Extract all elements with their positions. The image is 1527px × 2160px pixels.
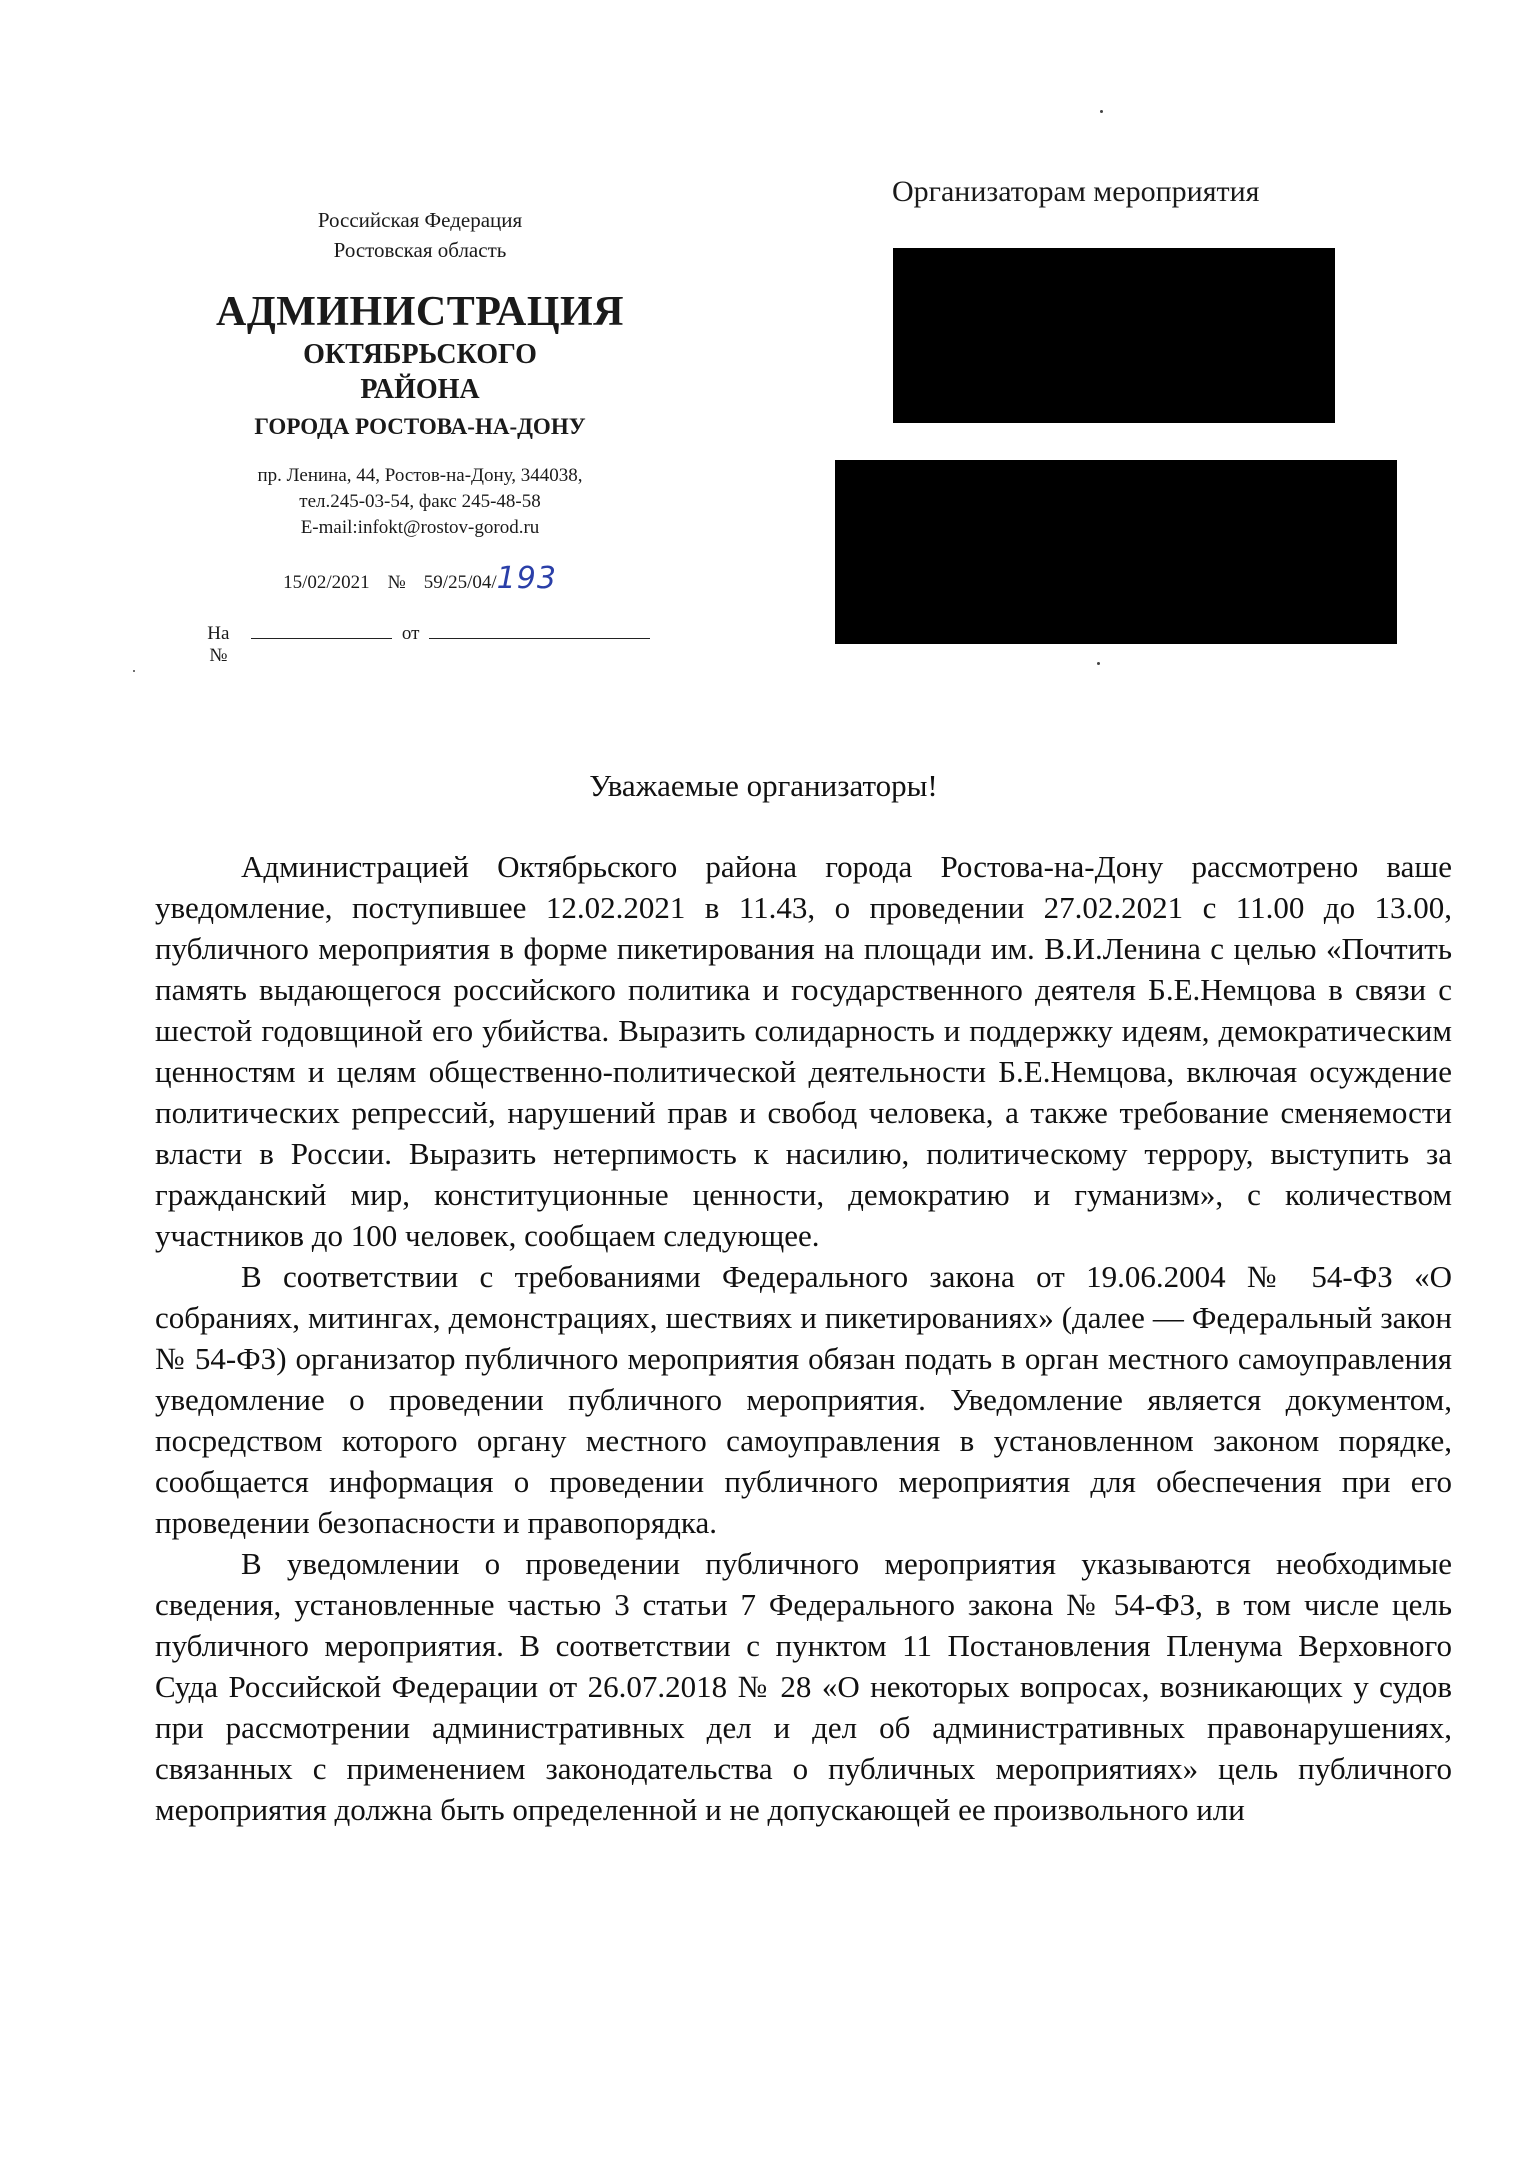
body-paragraph: В соответствии с требованиями Федерального закона от 19.06.2004 № 54-ФЗ «О собраниях, митингах, демонстрациях, шествиях и пикетированиях» (далее — Федеральный закон № 54-ФЗ) организатор публичного мероприятия обязан подать в орган местного самоуправления уведомление о проведении публичного мероприятия. Уведомление является документом, посредством которого органу местного самоуправления в установленном законом порядке, сообщается информация о проведении публичного мероприятия для обеспечения при его проведении безопасности и правопорядка. (155, 1259, 1452, 1540)
letterhead-dept-line1: ОКТЯБРЬСКОГО (303, 339, 537, 370)
redaction-block (893, 248, 1335, 423)
registration-number-group (424, 561, 557, 596)
letterhead-phones: тел.245-03-54, факс 245-48-58 (299, 491, 541, 512)
letterhead-address-block (190, 463, 650, 541)
reference-number-blank (251, 620, 392, 639)
letter-body (155, 846, 1452, 1830)
reference-from-blank (429, 620, 650, 639)
registration-date: 15/02/2021 (283, 572, 370, 593)
registration-number-handwritten: 193 (496, 561, 557, 596)
registration-number-label: № (387, 572, 406, 593)
letterhead-dept-line2: РАЙОНА (360, 374, 480, 405)
salutation: Уважаемые организаторы! (589, 768, 938, 803)
registration-number: 59/25/04/ (423, 572, 497, 593)
letterhead (190, 205, 650, 667)
redaction-block (835, 460, 1397, 644)
reference-line (190, 620, 650, 667)
letterhead-title: АДМИНИСТРАЦИЯ (215, 289, 624, 335)
letterhead-address: пр. Ленина, 44, Ростов-на-Дону, 344038, (257, 465, 583, 486)
reference-from-label: от (401, 623, 420, 644)
scan-speck (1097, 662, 1100, 665)
letterhead-region: Ростовская область (333, 238, 507, 262)
body-paragraph: В уведомлении о проведении публичного мероприятия указываются необходимые сведения, установленные частью 3 статьи 7 Федерального закона № 54-ФЗ, в том числе цель публичного мероприятия. В соответствии с пунктом 11 Постановления Пленума Верховного Суда Российской Федерации от 26.07.2018 № 28 «О некоторых вопросах, возникающих у судов при рассмотрении административных дел и дел об административных правонарушениях, связанных с применением законодательства о публичных мероприятиях» цель публичного мероприятия должна быть определенной и не допускающей ее произвольного или (155, 1546, 1452, 1827)
body-paragraph: Администрацией Октябрьского района города Ростова-на-Дону рассмотрено ваше уведомление, поступившее 12.02.2021 в 11.43, о проведении 27.02.2021 с 11.00 до 13.00, публичного мероприятия в форме пикетирования на площади им. В.И.Ленина с целью «Почтить память выдающегося российского политика и государственного деятеля Б.Е.Немцова в связи с шестой годовщиной его убийства. Выразить солидарность и поддержку идеям, демократическим ценностям и целям общественно-политической деятельности Б.Е.Немцова, включая осуждение политических репрессий, нарушений прав и свобод человека, а также требование сменяемости власти в России. Выразить нетерпимость к насилию, политическому террору, выступить за гражданский мир, конституционные ценности, демократию и гуманизм», с количеством участников до 100 человек, сообщаем следующее. (155, 849, 1452, 1253)
letterhead-city: ГОРОДА РОСТОВА-НА-ДОНУ (254, 414, 586, 439)
registration-line (190, 561, 650, 596)
letterhead-country: Российская Федерация (317, 208, 523, 232)
addressee: Организаторам мероприятия (892, 175, 1260, 208)
scan-speck (1100, 110, 1103, 113)
letterhead-email: E-mail:infokt@rostov-gorod.ru (300, 517, 540, 538)
scan-speck (133, 670, 135, 672)
reference-number-label: На № (207, 623, 230, 666)
